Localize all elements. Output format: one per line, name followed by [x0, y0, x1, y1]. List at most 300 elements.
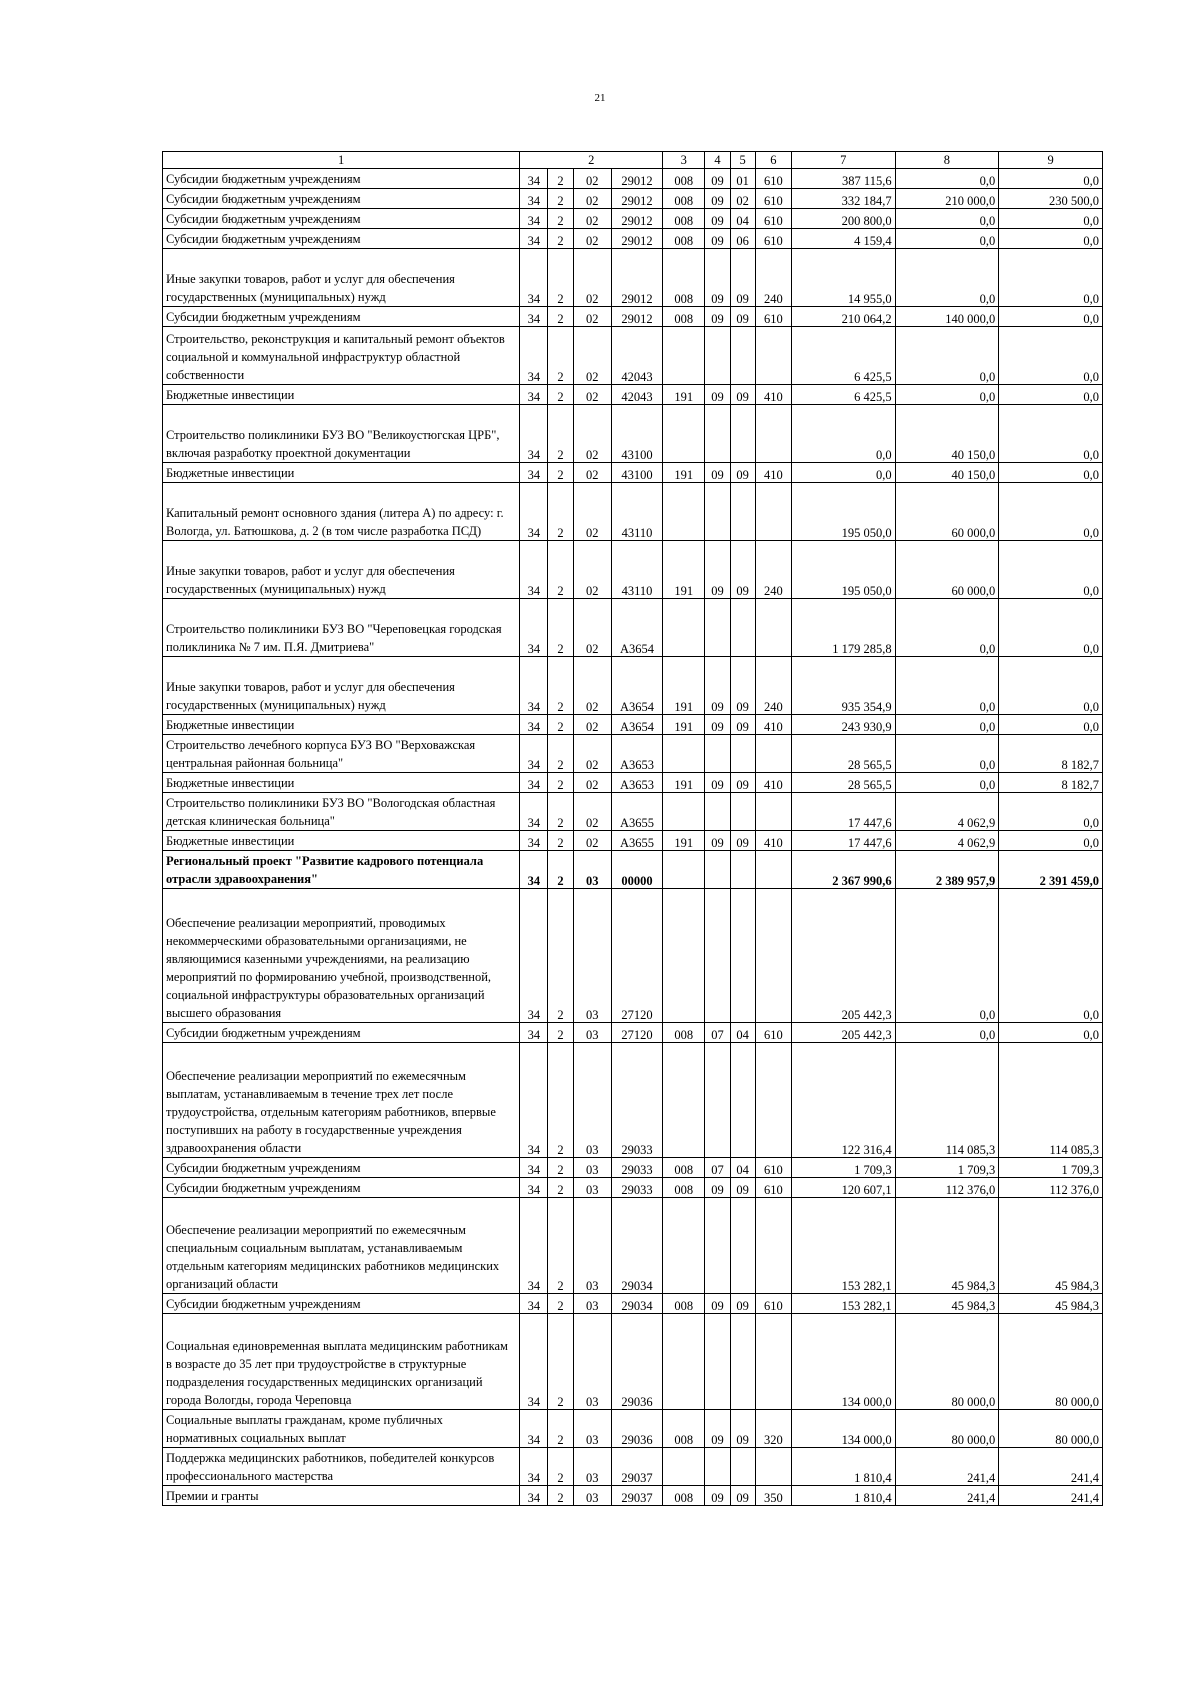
row-name: Бюджетные инвестиции [163, 385, 520, 405]
code-subsection: 09 [730, 657, 755, 715]
amount-col-9: 45 984,3 [999, 1294, 1103, 1314]
amount-col-9: 0,0 [999, 715, 1103, 735]
code-project: 02 [573, 831, 611, 851]
code-expense-type [755, 793, 791, 831]
code-expense-type: 610 [755, 1023, 791, 1043]
code-ministry [663, 851, 705, 889]
code-direction: 43100 [611, 405, 662, 463]
code-section: 09 [705, 1178, 730, 1198]
amount-col-7: 332 184,7 [791, 189, 895, 209]
row-name: Строительство поликлиники БУЗ ВО "Череповецкая городская поликлиника № 7 им. П.Я. Дмитриева" [163, 599, 520, 657]
code-section: 09 [705, 307, 730, 327]
page-number: 21 [594, 92, 606, 104]
code-ministry [663, 327, 705, 385]
code-program: 34 [520, 463, 548, 483]
code-subprogram: 2 [548, 889, 573, 1023]
amount-col-9: 1 709,3 [999, 1158, 1103, 1178]
amount-col-9: 0,0 [999, 169, 1103, 189]
code-direction: А3655 [611, 831, 662, 851]
code-subsection: 09 [730, 307, 755, 327]
code-project: 02 [573, 189, 611, 209]
code-expense-type: 240 [755, 657, 791, 715]
budget-table-body [163, 169, 1103, 1506]
table-row [163, 463, 1103, 483]
amount-col-9: 0,0 [999, 463, 1103, 483]
code-program: 34 [520, 889, 548, 1023]
amount-col-9: 241,4 [999, 1448, 1103, 1486]
code-subprogram: 2 [548, 657, 573, 715]
code-ministry [663, 1448, 705, 1486]
row-name: Иные закупки товаров, работ и услуг для обеспечения государственных (муниципальных) нужд [163, 657, 520, 715]
code-direction: 29037 [611, 1486, 662, 1506]
table-row [163, 249, 1103, 307]
code-subsection: 09 [730, 773, 755, 793]
amount-col-8: 4 062,9 [895, 793, 999, 831]
amount-col-9: 114 085,3 [999, 1043, 1103, 1158]
amount-col-7: 1 810,4 [791, 1448, 895, 1486]
code-expense-type: 610 [755, 1158, 791, 1178]
table-row [163, 831, 1103, 851]
code-direction: А3653 [611, 735, 662, 773]
row-name: Субсидии бюджетным учреждениям [163, 209, 520, 229]
code-direction: 43100 [611, 463, 662, 483]
code-subprogram: 2 [548, 307, 573, 327]
code-program: 34 [520, 1198, 548, 1294]
amount-col-8: 40 150,0 [895, 463, 999, 483]
code-expense-type: 610 [755, 169, 791, 189]
code-section: 07 [705, 1023, 730, 1043]
amount-col-7: 195 050,0 [791, 541, 895, 599]
code-project: 02 [573, 715, 611, 735]
code-ministry: 191 [663, 831, 705, 851]
row-name: Социальная единовременная выплата медицинским работникам в возрасте до 35 лет при трудоустройстве в структурные подразделения государственных медицинских организаций города Вологды, города Череповца [163, 1314, 520, 1410]
amount-col-9: 0,0 [999, 889, 1103, 1023]
code-subprogram: 2 [548, 735, 573, 773]
code-subsection [730, 1043, 755, 1158]
code-expense-type: 240 [755, 249, 791, 307]
code-section: 09 [705, 657, 730, 715]
code-subprogram: 2 [548, 1448, 573, 1486]
amount-col-8: 60 000,0 [895, 483, 999, 541]
code-direction: 29012 [611, 249, 662, 307]
amount-col-7: 1 810,4 [791, 1486, 895, 1506]
row-name: Обеспечение реализации мероприятий по ежемесячным выплатам, устанавливаемым в течение трех лет после трудоустройства, отдельным категориям работников, впервые поступивших на работу в государственные учреждения здравоохранения области [163, 1043, 520, 1158]
code-project: 03 [573, 889, 611, 1023]
code-subprogram: 2 [548, 385, 573, 405]
code-project: 03 [573, 1314, 611, 1410]
amount-col-8: 0,0 [895, 209, 999, 229]
code-ministry [663, 1314, 705, 1410]
code-program: 34 [520, 1023, 548, 1043]
row-name: Бюджетные инвестиции [163, 715, 520, 735]
table-row [163, 889, 1103, 1023]
code-ministry [663, 483, 705, 541]
row-name: Строительство поликлиники БУЗ ВО "Вологодская областная детская клиническая больница" [163, 793, 520, 831]
amount-col-8: 45 984,3 [895, 1198, 999, 1294]
table-row [163, 735, 1103, 773]
code-ministry: 008 [663, 1178, 705, 1198]
code-subprogram: 2 [548, 1410, 573, 1448]
amount-col-9: 0,0 [999, 793, 1103, 831]
table-row [163, 1178, 1103, 1198]
code-section [705, 889, 730, 1023]
code-ministry [663, 735, 705, 773]
amount-col-7: 2 367 990,6 [791, 851, 895, 889]
amount-col-8: 0,0 [895, 229, 999, 249]
code-subprogram: 2 [548, 1198, 573, 1294]
amount-col-7: 120 607,1 [791, 1178, 895, 1198]
code-expense-type [755, 889, 791, 1023]
amount-col-7: 17 447,6 [791, 831, 895, 851]
code-section: 09 [705, 189, 730, 209]
code-section [705, 1314, 730, 1410]
code-project: 03 [573, 1486, 611, 1506]
code-ministry: 008 [663, 209, 705, 229]
table-row [163, 327, 1103, 385]
code-direction: 43110 [611, 483, 662, 541]
code-subsection: 04 [730, 209, 755, 229]
code-program: 34 [520, 229, 548, 249]
amount-col-8: 0,0 [895, 773, 999, 793]
code-direction: 29036 [611, 1314, 662, 1410]
amount-col-8: 45 984,3 [895, 1294, 999, 1314]
header-col-7: 7 [791, 152, 895, 169]
code-program: 34 [520, 327, 548, 385]
table-row [163, 773, 1103, 793]
amount-col-7: 210 064,2 [791, 307, 895, 327]
code-program: 34 [520, 189, 548, 209]
code-direction: 29036 [611, 1410, 662, 1448]
code-direction: 27120 [611, 889, 662, 1023]
amount-col-7: 0,0 [791, 405, 895, 463]
amount-col-9: 80 000,0 [999, 1314, 1103, 1410]
code-expense-type: 410 [755, 831, 791, 851]
code-direction: 29012 [611, 229, 662, 249]
code-expense-type: 240 [755, 541, 791, 599]
code-program: 34 [520, 657, 548, 715]
code-section: 09 [705, 229, 730, 249]
code-section [705, 1448, 730, 1486]
table-row [163, 1314, 1103, 1410]
code-section: 09 [705, 463, 730, 483]
code-ministry [663, 889, 705, 1023]
code-project: 03 [573, 1158, 611, 1178]
row-name: Социальные выплаты гражданам, кроме публичных нормативных социальных выплат [163, 1410, 520, 1448]
table-row [163, 1043, 1103, 1158]
amount-col-8: 210 000,0 [895, 189, 999, 209]
code-section: 09 [705, 385, 730, 405]
code-project: 02 [573, 249, 611, 307]
code-subsection: 04 [730, 1158, 755, 1178]
amount-col-7: 935 354,9 [791, 657, 895, 715]
code-project: 02 [573, 793, 611, 831]
code-section: 09 [705, 541, 730, 599]
code-section: 09 [705, 1294, 730, 1314]
code-subsection [730, 1314, 755, 1410]
table-row [163, 1023, 1103, 1043]
code-ministry: 191 [663, 463, 705, 483]
amount-col-7: 6 425,5 [791, 385, 895, 405]
code-expense-type: 320 [755, 1410, 791, 1448]
code-ministry: 008 [663, 249, 705, 307]
amount-col-7: 6 425,5 [791, 327, 895, 385]
amount-col-9: 0,0 [999, 307, 1103, 327]
amount-col-7: 17 447,6 [791, 793, 895, 831]
code-direction: 29012 [611, 307, 662, 327]
code-program: 34 [520, 1486, 548, 1506]
code-expense-type [755, 483, 791, 541]
amount-col-7: 1 179 285,8 [791, 599, 895, 657]
code-subprogram: 2 [548, 483, 573, 541]
table-row [163, 851, 1103, 889]
amount-col-8: 4 062,9 [895, 831, 999, 851]
code-program: 34 [520, 1448, 548, 1486]
code-project: 03 [573, 1023, 611, 1043]
code-subprogram: 2 [548, 1314, 573, 1410]
code-subsection: 09 [730, 249, 755, 307]
amount-col-7: 4 159,4 [791, 229, 895, 249]
code-expense-type [755, 327, 791, 385]
amount-col-9: 80 000,0 [999, 1410, 1103, 1448]
code-program: 34 [520, 307, 548, 327]
code-ministry [663, 793, 705, 831]
table-row [163, 483, 1103, 541]
amount-col-8: 241,4 [895, 1448, 999, 1486]
code-expense-type [755, 1314, 791, 1410]
table-row [163, 307, 1103, 327]
table-row [163, 209, 1103, 229]
code-program: 34 [520, 851, 548, 889]
code-section [705, 851, 730, 889]
amount-col-8: 40 150,0 [895, 405, 999, 463]
table-row [163, 715, 1103, 735]
amount-col-8: 140 000,0 [895, 307, 999, 327]
header-col-9: 9 [999, 152, 1103, 169]
code-program: 34 [520, 209, 548, 229]
code-section [705, 405, 730, 463]
code-subprogram: 2 [548, 463, 573, 483]
row-name: Субсидии бюджетным учреждениям [163, 229, 520, 249]
code-project: 02 [573, 307, 611, 327]
amount-col-8: 0,0 [895, 169, 999, 189]
code-ministry: 191 [663, 385, 705, 405]
code-section: 09 [705, 773, 730, 793]
row-name: Строительство, реконструкция и капитальный ремонт объектов социальной и коммунальной инфраструктур областной собственности [163, 327, 520, 385]
code-subprogram: 2 [548, 229, 573, 249]
code-subsection [730, 483, 755, 541]
code-direction: А3654 [611, 657, 662, 715]
amount-col-8: 60 000,0 [895, 541, 999, 599]
code-direction: 42043 [611, 327, 662, 385]
table-row [163, 229, 1103, 249]
amount-col-9: 0,0 [999, 483, 1103, 541]
amount-col-7: 134 000,0 [791, 1410, 895, 1448]
amount-col-7: 134 000,0 [791, 1314, 895, 1410]
amount-col-8: 0,0 [895, 889, 999, 1023]
code-ministry: 008 [663, 229, 705, 249]
header-col-5: 5 [730, 152, 755, 169]
code-ministry: 008 [663, 1023, 705, 1043]
amount-col-7: 28 565,5 [791, 773, 895, 793]
row-name: Строительство лечебного корпуса БУЗ ВО "Верховажская центральная районная больница" [163, 735, 520, 773]
code-subprogram: 2 [548, 1178, 573, 1198]
code-section [705, 735, 730, 773]
code-project: 02 [573, 385, 611, 405]
code-subsection [730, 1448, 755, 1486]
code-project: 03 [573, 851, 611, 889]
code-ministry: 008 [663, 1486, 705, 1506]
table-row [163, 1158, 1103, 1178]
code-section: 09 [705, 715, 730, 735]
code-program: 34 [520, 1410, 548, 1448]
code-subprogram: 2 [548, 715, 573, 735]
code-program: 34 [520, 249, 548, 307]
amount-col-7: 195 050,0 [791, 483, 895, 541]
code-program: 34 [520, 1314, 548, 1410]
row-name: Обеспечение реализации мероприятий по ежемесячным специальным социальным выплатам, устанавливаемым отдельным категориям медицинских работников медицинских организаций области [163, 1198, 520, 1294]
amount-col-9: 45 984,3 [999, 1198, 1103, 1294]
amount-col-9: 0,0 [999, 249, 1103, 307]
header-col-6: 6 [755, 152, 791, 169]
code-direction: 29034 [611, 1198, 662, 1294]
code-section: 09 [705, 1410, 730, 1448]
code-program: 34 [520, 735, 548, 773]
code-direction: А3654 [611, 599, 662, 657]
code-subprogram: 2 [548, 327, 573, 385]
code-ministry: 008 [663, 1294, 705, 1314]
code-expense-type [755, 1448, 791, 1486]
code-section [705, 1043, 730, 1158]
amount-col-9: 0,0 [999, 229, 1103, 249]
code-subprogram: 2 [548, 1023, 573, 1043]
code-project: 03 [573, 1448, 611, 1486]
code-direction: А3653 [611, 773, 662, 793]
code-expense-type [755, 1043, 791, 1158]
row-name: Капитальный ремонт основного здания (литера А) по адресу: г. Вологда, ул. Батюшкова, д. 2 (в том числе разработка ПСД) [163, 483, 520, 541]
code-subsection: 04 [730, 1023, 755, 1043]
code-project: 03 [573, 1043, 611, 1158]
code-project: 02 [573, 773, 611, 793]
code-project: 03 [573, 1198, 611, 1294]
code-section [705, 599, 730, 657]
code-program: 34 [520, 831, 548, 851]
amount-col-8: 0,0 [895, 327, 999, 385]
budget-table [162, 151, 1103, 1506]
amount-col-7: 153 282,1 [791, 1198, 895, 1294]
code-ministry: 008 [663, 169, 705, 189]
amount-col-8: 0,0 [895, 385, 999, 405]
header-col-4: 4 [705, 152, 730, 169]
code-project: 02 [573, 657, 611, 715]
table-row [163, 793, 1103, 831]
code-expense-type: 610 [755, 229, 791, 249]
code-ministry: 008 [663, 189, 705, 209]
amount-col-9: 0,0 [999, 831, 1103, 851]
header-col-8: 8 [895, 152, 999, 169]
amount-col-7: 1 709,3 [791, 1158, 895, 1178]
amount-col-8: 80 000,0 [895, 1314, 999, 1410]
amount-col-7: 0,0 [791, 463, 895, 483]
code-section: 09 [705, 209, 730, 229]
header-col-1: 1 [163, 152, 520, 169]
row-name: Строительство поликлиники БУЗ ВО "Великоустюгская ЦРБ", включая разработку проектной документации [163, 405, 520, 463]
code-direction: 29033 [611, 1043, 662, 1158]
code-subsection [730, 889, 755, 1023]
code-program: 34 [520, 1043, 548, 1158]
code-program: 34 [520, 793, 548, 831]
table-row [163, 405, 1103, 463]
code-project: 02 [573, 735, 611, 773]
code-project: 02 [573, 229, 611, 249]
code-project: 02 [573, 541, 611, 599]
amount-col-9: 0,0 [999, 541, 1103, 599]
code-subsection [730, 599, 755, 657]
code-expense-type [755, 1198, 791, 1294]
code-ministry: 008 [663, 1158, 705, 1178]
amount-col-8: 0,0 [895, 249, 999, 307]
code-subsection [730, 793, 755, 831]
code-direction: 00000 [611, 851, 662, 889]
row-name: Субсидии бюджетным учреждениям [163, 1178, 520, 1198]
code-direction: 29033 [611, 1158, 662, 1178]
amount-col-7: 153 282,1 [791, 1294, 895, 1314]
code-ministry [663, 1043, 705, 1158]
code-expense-type [755, 735, 791, 773]
code-subsection [730, 405, 755, 463]
code-project: 03 [573, 1178, 611, 1198]
code-ministry [663, 405, 705, 463]
code-subprogram: 2 [548, 831, 573, 851]
amount-col-9: 230 500,0 [999, 189, 1103, 209]
code-direction: 29012 [611, 209, 662, 229]
code-subsection: 09 [730, 1486, 755, 1506]
code-subsection: 09 [730, 1294, 755, 1314]
code-project: 02 [573, 405, 611, 463]
code-program: 34 [520, 1158, 548, 1178]
code-ministry: 191 [663, 541, 705, 599]
code-subprogram: 2 [548, 405, 573, 463]
code-section [705, 327, 730, 385]
code-section: 07 [705, 1158, 730, 1178]
code-program: 34 [520, 773, 548, 793]
row-name: Субсидии бюджетным учреждениям [163, 307, 520, 327]
code-subprogram: 2 [548, 541, 573, 599]
amount-col-9: 0,0 [999, 599, 1103, 657]
code-program: 34 [520, 715, 548, 735]
amount-col-8: 1 709,3 [895, 1158, 999, 1178]
code-expense-type [755, 405, 791, 463]
table-row [163, 657, 1103, 715]
code-ministry: 191 [663, 773, 705, 793]
row-name: Субсидии бюджетным учреждениям [163, 169, 520, 189]
code-project: 03 [573, 1410, 611, 1448]
table-row [163, 189, 1103, 209]
amount-col-7: 200 800,0 [791, 209, 895, 229]
code-project: 02 [573, 169, 611, 189]
table-row [163, 1486, 1103, 1506]
amount-col-7: 28 565,5 [791, 735, 895, 773]
code-subprogram: 2 [548, 1043, 573, 1158]
amount-col-9: 2 391 459,0 [999, 851, 1103, 889]
amount-col-8: 114 085,3 [895, 1043, 999, 1158]
amount-col-8: 241,4 [895, 1486, 999, 1506]
table-row [163, 1294, 1103, 1314]
amount-col-7: 205 442,3 [791, 1023, 895, 1043]
amount-col-9: 0,0 [999, 657, 1103, 715]
table-row [163, 541, 1103, 599]
amount-col-7: 243 930,9 [791, 715, 895, 735]
amount-col-8: 2 389 957,9 [895, 851, 999, 889]
